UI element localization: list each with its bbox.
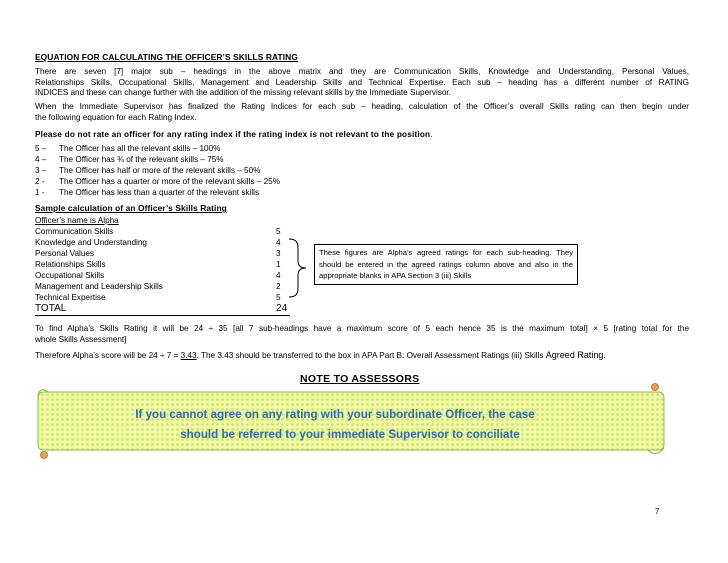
officer-name: Officer’s name is Alpha [35,216,119,225]
rating-label: Management and Leadership Skills [35,282,163,291]
formula-paragraph [35,324,689,345]
intro-line: Relationships Skills, Occupational Skills, Management and Leadership Skills and Technical Expertise. Each sub – heading has a different number of RATING [35,77,689,87]
finalize-line: the following equation for each Rating Index. [35,112,197,122]
scale-score: 5 – [35,144,47,153]
total-label: TOTAL [35,303,67,314]
section-heading: EQUATION FOR CALCULATING THE OFFICER’S SKILLS RATING [35,52,298,62]
finalize-line: When the Immediate Supervisor has finalized the Rating Indices for each sub – heading, calculation of the Officer’s overall Skills rating can then begin under [35,102,689,111]
scale-text: The Officer has all the relevant skills – 100% [59,144,221,153]
scale-row [35,155,224,164]
rating-value: 2 [276,282,281,291]
rating-value: 3 [276,249,281,258]
rating-label: Technical Expertise [35,293,106,302]
therefore-post: . The 3.43 should be transferred to the box in APA Part B: Overall Assessment Ratings (iii) Skills [196,351,546,360]
scale-row [35,177,280,186]
rating-label: Knowledge and Understanding [35,238,147,247]
total-value: 24 [276,303,288,314]
intro-line: There are seven [7] major sub – headings in the above matrix and they are Communication Skills, Knowledge and Understanding, Personal Values, [35,67,689,76]
assessor-title: NOTE TO ASSESSORS [300,373,420,385]
brace-icon [286,237,310,299]
scale-text: The Officer has less than a quarter of the relevant skills [59,188,260,197]
warning-end: . [430,130,433,139]
formula-line: whole Skills Assessment] [35,334,127,344]
scale-row [35,166,260,175]
scale-row [35,144,220,153]
rating-value: 5 [276,227,281,236]
intro-paragraph [35,67,689,99]
scale-row [35,188,259,197]
formula-line: To find Alpha’s Skills Rating it will be 24 ÷ 35 [all 7 sub-headings have a maximum score of 5 each hence 35 is the maximum total] × 5 [rating total for the [35,324,689,333]
therefore-line [35,350,606,360]
scale-text: The Officer has half or more of the relevant skills – 50% [59,166,261,175]
warning-text: Please do not rate an officer for any rating index if the rating index is not relevant to the position [35,130,431,139]
scale-text: The Officer has ¾ of the relevant skills – 75% [59,155,224,164]
warning-line [35,130,433,139]
rating-label: Occupational Skills [35,271,105,280]
rating-label: Communication Skills [35,227,114,236]
intro-line: INDICES and these can change further with the addition of the missing relevant skills by the Immediate Supervisor. [35,88,451,98]
note-box: These figures are Alpha’s agreed ratings for each sub-heading. They should be entered in the agreed ratings column above and also in the appropriate blanks in APA Section 3 (iii) Skills [314,244,578,285]
scale-text: The Officer has a quarter or more of the relevant skills – 25% [59,177,281,186]
therefore-pre: Therefore Alpha’s score will be 24 ÷ 7 = [35,351,181,360]
rating-value: 4 [276,271,281,280]
banner-text [30,405,670,445]
rating-label: Relationships Skills [35,260,106,269]
scale-score: 4 – [35,155,47,164]
scale-score: 2 - [35,177,45,186]
scale-score: 1 - [35,188,45,197]
therefore-score: 3.43 [180,351,197,360]
total-rule [35,315,290,316]
rating-value: 5 [276,293,281,302]
rating-value: 1 [276,260,281,269]
sample-heading: Sample calculation of an Officer’s Skills Rating [35,203,227,213]
banner-line: should be referred to your immediate Supervisor to conciliate [180,428,520,441]
scale-score: 3 – [35,166,47,175]
rating-value: 4 [276,238,281,247]
page-number: 7 [655,507,660,516]
banner-line: If you cannot agree on any rating with your subordinate Officer, the case [135,408,535,421]
rating-label: Personal Values [35,249,95,258]
therefore-tail: Agreed Rating. [545,350,606,360]
finalize-paragraph [35,102,689,123]
